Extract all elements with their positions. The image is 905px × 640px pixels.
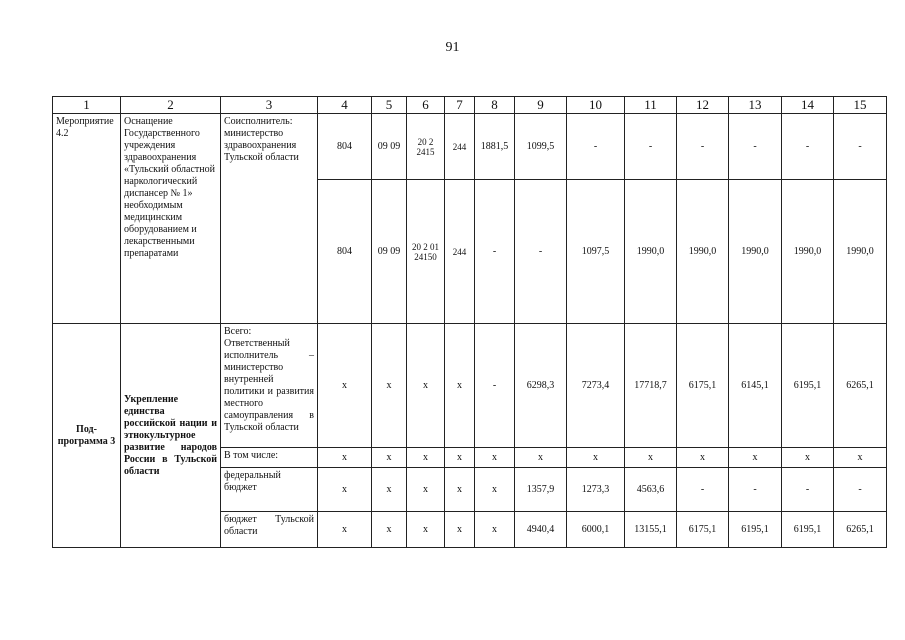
table-cell: x	[445, 324, 475, 448]
table-cell: 1990,0	[729, 180, 782, 324]
table-cell: x	[445, 448, 475, 468]
table-cell: -	[475, 180, 515, 324]
page-number: 91	[445, 40, 460, 55]
header-cell: 9	[515, 97, 567, 114]
table-cell: 6175,1	[677, 324, 729, 448]
table-cell: x	[515, 448, 567, 468]
table-cell: x	[834, 448, 887, 468]
table-cell: x	[372, 468, 407, 512]
table-cell: 1990,0	[834, 180, 887, 324]
header-cell: 10	[567, 97, 625, 114]
table-cell: x	[318, 512, 372, 548]
table-row	[53, 324, 887, 448]
header-cell: 7	[445, 97, 475, 114]
table-cell: -	[677, 114, 729, 180]
table-cell: -	[782, 114, 834, 180]
table-cell: 1990,0	[782, 180, 834, 324]
table-cell: 1097,5	[567, 180, 625, 324]
table-cell: x	[318, 468, 372, 512]
header-cell: 12	[677, 97, 729, 114]
subprogram-code: Под-программа 3	[53, 324, 121, 548]
table-cell: x	[677, 448, 729, 468]
table-cell: 244	[445, 114, 475, 180]
table-cell: 20 2 2415	[407, 114, 445, 180]
table-cell: x	[782, 448, 834, 468]
table-cell: x	[445, 512, 475, 548]
table-cell: 6000,1	[567, 512, 625, 548]
measure-name: Оснащение Государственного учреждения здравоохранения «Тульский областной наркологический диспансер № 1» необходимым медицинским оборудованием и лекарственными препаратами	[121, 114, 221, 324]
table-cell: 6298,3	[515, 324, 567, 448]
table-cell: 1357,9	[515, 468, 567, 512]
measure-executor: Соисполнитель: министерство здравоохранения Тульской области	[221, 114, 318, 324]
table-cell: 6195,1	[782, 324, 834, 448]
table-cell: 4563,6	[625, 468, 677, 512]
table-cell: 1990,0	[677, 180, 729, 324]
table-cell: x	[372, 512, 407, 548]
row-label: бюджет Тульской области	[221, 512, 318, 548]
table-cell: 17718,7	[625, 324, 677, 448]
table-cell: x	[372, 448, 407, 468]
header-cell: 3	[221, 97, 318, 114]
table-cell: 7273,4	[567, 324, 625, 448]
table-cell: 09 09	[372, 114, 407, 180]
row-label: федеральный бюджет	[221, 468, 318, 512]
table-cell: x	[407, 512, 445, 548]
header-cell: 8	[475, 97, 515, 114]
table-cell: x	[475, 448, 515, 468]
table-body	[53, 97, 887, 548]
row-label: В том числе:	[221, 448, 318, 468]
table-cell: x	[475, 468, 515, 512]
table-cell: -	[475, 324, 515, 448]
header-cell: 11	[625, 97, 677, 114]
header-cell: 2	[121, 97, 221, 114]
table-cell: 244	[445, 180, 475, 324]
table-cell: -	[782, 468, 834, 512]
header-cell: 15	[834, 97, 887, 114]
budget-table	[52, 96, 887, 548]
table-cell: 6265,1	[834, 324, 887, 448]
header-cell: 13	[729, 97, 782, 114]
table-cell: 09 09	[372, 180, 407, 324]
header-cell: 1	[53, 97, 121, 114]
table-cell: 804	[318, 114, 372, 180]
table-cell: 1990,0	[625, 180, 677, 324]
header-row	[53, 97, 887, 114]
table-cell: x	[407, 448, 445, 468]
table-cell: 6265,1	[834, 512, 887, 548]
subprogram-name: Укрепление единства российской нации и этнокультурное развитие народов России в Тульской области	[121, 324, 221, 548]
table-cell: 1273,3	[567, 468, 625, 512]
measure-code: Мероприятие 4.2	[53, 114, 121, 324]
header-cell: 14	[782, 97, 834, 114]
table-cell: 6195,1	[782, 512, 834, 548]
table-cell: x	[625, 448, 677, 468]
table-cell: x	[445, 468, 475, 512]
table-cell: 6145,1	[729, 324, 782, 448]
table-cell: 1099,5	[515, 114, 567, 180]
table-cell: -	[625, 114, 677, 180]
table-cell: 20 2 01 24150	[407, 180, 445, 324]
table-cell: -	[834, 468, 887, 512]
table-cell: -	[567, 114, 625, 180]
table-cell: x	[475, 512, 515, 548]
table-cell: 13155,1	[625, 512, 677, 548]
table-cell: -	[677, 468, 729, 512]
table-cell: x	[372, 324, 407, 448]
table-cell: x	[567, 448, 625, 468]
table-cell: -	[729, 468, 782, 512]
header-cell: 5	[372, 97, 407, 114]
table-cell: -	[834, 114, 887, 180]
table-cell: x	[407, 324, 445, 448]
table-cell: x	[318, 324, 372, 448]
table-cell: 1881,5	[475, 114, 515, 180]
table-cell: 6195,1	[729, 512, 782, 548]
table-cell: -	[729, 114, 782, 180]
table-cell: x	[318, 448, 372, 468]
table-cell: 6175,1	[677, 512, 729, 548]
table-cell: 804	[318, 180, 372, 324]
row-label: Всего: Ответственный исполнитель – министерство внутренней политики и развития местного самоуправления в Тульской области	[221, 324, 318, 448]
table-cell: -	[515, 180, 567, 324]
table-cell: x	[729, 448, 782, 468]
table-row	[53, 114, 887, 180]
table-cell: 4940,4	[515, 512, 567, 548]
header-cell: 4	[318, 97, 372, 114]
table-cell: x	[407, 468, 445, 512]
header-cell: 6	[407, 97, 445, 114]
